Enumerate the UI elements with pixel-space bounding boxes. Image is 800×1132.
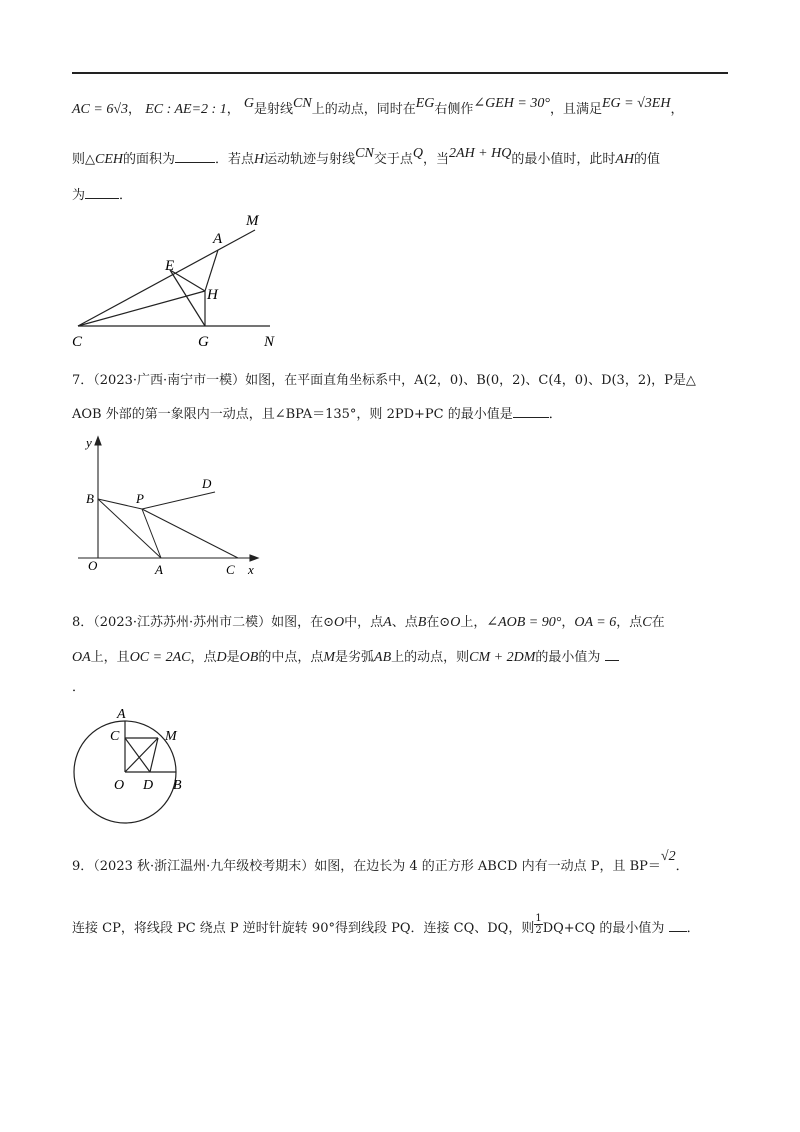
math: EG [415, 96, 435, 111]
q6-line-2: 则△CEH的面积为 ．若点H运动轨迹与射线CN交于点Q，当2AH + HQ的最小值时，此时AH的值 [72, 146, 661, 167]
top-rule [72, 72, 728, 74]
answer-blank[interactable] [605, 648, 619, 661]
q8-line-2: OA上，且OC = 2AC，点D是OB的中点，点M是劣弧AB上的动点，则CM + 2DM的最小值为 [72, 648, 728, 668]
q7-figure [78, 435, 268, 580]
answer-blank[interactable] [175, 150, 215, 163]
label-c: C [110, 729, 120, 744]
q6-line-3: 为 ． [72, 188, 133, 203]
label-c: C [226, 562, 235, 577]
label-c: C [72, 334, 83, 350]
answer-blank[interactable] [513, 405, 549, 418]
segment-pc [142, 509, 238, 558]
q9-line-2: 连接 CP，将线段 PC 绕点 P 逆时针旋转 90°得到线段 PQ．连接 CQ、DQ，则 $\frac{1}{2}$ DQ+CQ 的最小值为 ． [72, 913, 700, 936]
math: EG = √3EH [601, 96, 671, 111]
y-axis-arrow [95, 437, 101, 445]
label-d: D [143, 778, 154, 793]
math: AC = 6√3 [72, 102, 129, 117]
label-d: D [202, 476, 212, 491]
segment-mo [125, 738, 158, 772]
label-h: H [207, 287, 218, 303]
label-e: E [165, 258, 175, 274]
label-b: B [173, 778, 182, 793]
label-a: A [155, 562, 163, 577]
label-x: x [248, 562, 254, 577]
label-m: M [165, 729, 177, 744]
math: EC : AE=2 : 1 [145, 102, 227, 117]
label-a: A [117, 707, 126, 722]
segment-pa [142, 509, 161, 558]
q6-figure [70, 208, 300, 353]
label-g: G [198, 334, 209, 350]
label-o: O [114, 778, 125, 793]
ray-cm [78, 230, 255, 326]
segment-ba [98, 499, 161, 558]
answer-blank[interactable] [669, 919, 687, 932]
q7-line-2: AOB 外部的第一象限内一动点，且∠BPA＝135°，则 2PD+PC 的最小值是 ． [72, 407, 562, 422]
segment-md [150, 738, 158, 772]
label-p: P [136, 491, 144, 506]
label-m: M [246, 213, 259, 229]
label-b: B [86, 491, 94, 506]
label-a: A [213, 231, 223, 247]
q6-line-1: AC = 6√3， EC : AE=2 : 1， G是射线CN上的动点，同时在EG右侧作∠GEH = 30°，且满足EG = √3EH， [72, 96, 684, 117]
label-y: y [86, 435, 92, 450]
math: ∠GEH = 30° [473, 96, 550, 111]
x-axis-arrow [250, 555, 258, 561]
segment-pd [142, 492, 215, 509]
segment-cd [125, 738, 150, 772]
q9-line-1: 9．（2023 秋·浙江温州·九年级校考期末）如图，在边长为 4 的正方形 ABCD 内有一动点 P，且 BP＝√2． [72, 849, 689, 874]
sqrt-two: √2 [660, 849, 676, 864]
answer-blank[interactable] [85, 186, 119, 199]
q7-line-1: 7．（2023·广西·南宁市一模）如图，在平面直角坐标系中，A(2，0)、B(0，2)、C(4，0)、D(3，2)，P是△ [72, 373, 696, 388]
label-o: O [88, 558, 98, 573]
q8-line-1: 8．（2023·江苏苏州·苏州市二模）如图，在⊙O中，点A、点B在⊙O上，∠AOB = 90°，OA = 6，点C在 [72, 615, 665, 630]
q8-line-3: ． [72, 680, 86, 695]
segment-eg [170, 270, 205, 326]
math: G [243, 96, 254, 111]
segment-eh [170, 270, 205, 291]
math: CN [293, 96, 312, 111]
label-n: N [264, 334, 275, 350]
fraction-one-half: $\frac{1}{2}$ [535, 913, 542, 936]
q8-figure [70, 700, 200, 835]
